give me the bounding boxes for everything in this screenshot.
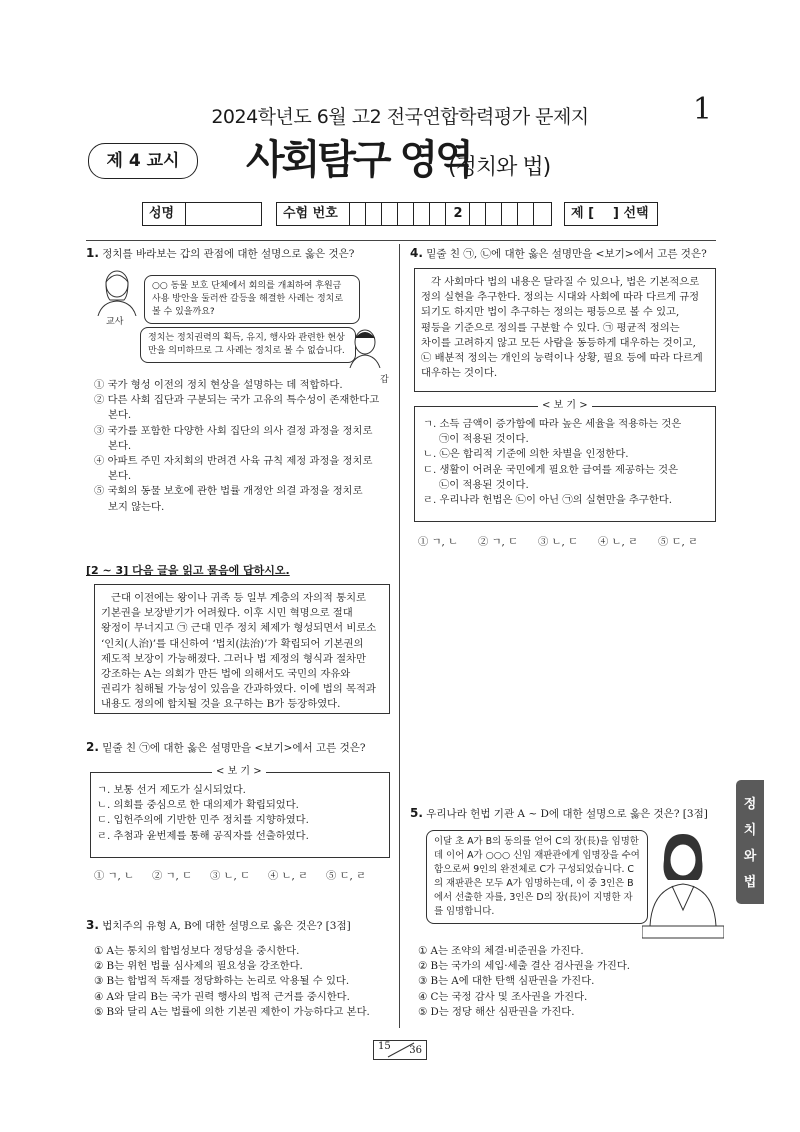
option-2[interactable]: ② 다른 사회 집단과 구분되는 국가 고유의 특수성이 존재한다고 xyxy=(94,394,380,407)
student-speech-bubble: 정치는 정치권력의 획득, 유지, 행사와 관련한 현상만을 의미하므로 그 사례는 정치로 볼 수 없습니다. xyxy=(140,327,356,363)
exam-number-cell xyxy=(485,203,500,225)
answer-1[interactable]: ① ㄱ, ㄴ xyxy=(418,536,459,548)
bogi-item-cont: ㉡이 적용된 것이다. xyxy=(439,478,529,491)
bogi-item: ㄱ. 보통 선거 제도가 실시되었다. xyxy=(97,784,246,796)
answer-2[interactable]: ② ㄱ, ㄷ xyxy=(152,870,193,882)
bogi-item: ㄹ. 우리나라 헌법은 ㉡이 아닌 ㉠의 실현만을 추구한다. xyxy=(423,494,672,507)
exam-number-cell xyxy=(429,203,444,225)
option-4[interactable]: ④ 아파트 주민 자치회의 반려견 사육 규칙 제정 과정을 정치로 xyxy=(94,455,373,468)
question-1-number: 1. xyxy=(86,246,99,260)
question-4-stem xyxy=(410,246,730,262)
option-1[interactable]: ① A는 통치의 합법성보다 정당성을 중시한다. xyxy=(94,945,300,957)
passage-box xyxy=(94,584,390,714)
question-3-stem xyxy=(86,918,396,934)
passage-heading: [2 ~ 3] 다음 글을 읽고 물음에 답하시오. xyxy=(86,564,290,577)
option-5[interactable]: ⑤ D는 정당 해산 심판권을 가진다. xyxy=(418,1005,575,1018)
answer-1[interactable]: ① ㄱ, ㄴ xyxy=(94,870,135,882)
question-1-stem-text: 정치를 바라보는 갑의 관점에 대한 설명으로 옳은 것은? xyxy=(102,248,355,260)
question-2-number: 2. xyxy=(86,740,99,754)
exam-number-cell xyxy=(501,203,516,225)
bogi-item: ㄷ. 입헌주의에 기반한 민주 정치를 지향하였다. xyxy=(97,814,309,827)
question-3-number: 3. xyxy=(86,918,99,932)
passage-line: 평등을 기준으로 정의를 구분할 수 있다. ㉠ 평균적 정의는 xyxy=(421,321,680,334)
name-field[interactable] xyxy=(142,202,262,226)
side-tab-char: 법 xyxy=(743,875,757,890)
option-1[interactable]: ① A는 조약의 체결·비준권을 가진다. xyxy=(418,945,584,957)
student-label: 갑 xyxy=(380,375,389,385)
exam-number-cell xyxy=(397,203,412,225)
subject-subtitle: (정치와 법) xyxy=(448,155,551,180)
select-prefix: 제 [ xyxy=(571,206,595,221)
name-label: 성명 xyxy=(143,203,186,225)
question-3-stem-text: 법치주의 유형 A, B에 대한 설명으로 옳은 것은? [3점] xyxy=(102,920,351,932)
answer-5[interactable]: ⑤ ㄷ, ㄹ xyxy=(326,870,367,882)
page-counter xyxy=(373,1040,427,1060)
subject-select-field[interactable] xyxy=(564,202,658,226)
bogi-item: ㄴ. 의회를 중심으로 한 대의제가 확립되었다. xyxy=(97,799,299,812)
question-4-bogi-box xyxy=(414,406,716,522)
option-3-cont: 본다. xyxy=(108,439,132,452)
side-tab-char: 와 xyxy=(743,849,757,864)
question-3-options xyxy=(94,944,394,1020)
bogi-item: ㄱ. 소득 금액이 증가함에 따라 높은 세율을 적용하는 것은 xyxy=(423,418,682,430)
exam-number-label: 수험 번호 xyxy=(283,206,338,221)
answer-4[interactable]: ④ ㄴ, ㄹ xyxy=(598,536,639,548)
bogi-item: ㄹ. 추첨과 윤번제를 통해 공직자를 선출하였다. xyxy=(97,829,309,842)
answer-3[interactable]: ③ ㄴ, ㄷ xyxy=(210,870,251,882)
teacher-label: 교사 xyxy=(106,317,124,327)
question-2-stem xyxy=(86,740,396,756)
question-4-bogi-label: < 보 기 > xyxy=(538,398,592,413)
question-1-options xyxy=(94,378,394,515)
option-4[interactable]: ④ C는 국정 감사 및 조사권을 가진다. xyxy=(418,990,588,1003)
header-rule xyxy=(86,240,716,241)
side-tab-char: 정 xyxy=(743,797,757,812)
passage-line: 내용도 정의에 합치될 것을 요구하는 B가 등장하였다. xyxy=(101,698,341,711)
question-2-bogi-label: < 보 기 > xyxy=(212,764,266,779)
option-4[interactable]: ④ A와 달리 B는 국가 권력 행사의 법적 근거를 중시한다. xyxy=(94,990,350,1003)
option-2[interactable]: ② B는 국가의 세입·세출 결산 검사권을 가진다. xyxy=(418,960,631,973)
passage-line: ‘인치(人治)’를 대신하여 ‘법치(法治)’가 확립되어 기본권의 xyxy=(101,637,364,650)
subject-side-tab xyxy=(736,780,764,904)
subject-title: 사회탐구 영역 xyxy=(246,137,471,183)
candidate-info-bar xyxy=(142,202,658,226)
question-5-stem xyxy=(410,806,730,822)
passage-line: 근대 이전에는 왕이나 귀족 등 일부 계층의 자의적 통치로 xyxy=(111,592,366,604)
teacher-illustration xyxy=(94,268,140,316)
option-3[interactable]: ③ B는 합법적 독재를 정당화하는 논리로 악용될 수 있다. xyxy=(94,975,350,988)
passage-line: 대우하는 것이다. xyxy=(421,367,498,380)
question-2-answers xyxy=(94,864,394,884)
passage-line: 기본권을 보장받기가 어려웠다. 이후 시민 혁명으로 절대 xyxy=(101,607,353,620)
question-4-stem-text: 밑줄 친 ㉠, ㉡에 대한 옳은 설명만을 <보기>에서 고른 것은? xyxy=(426,248,707,260)
exam-number-cell xyxy=(381,203,396,225)
passage-line: 제도적 보장이 가능해졌다. 그러나 법 제정의 형식과 절차만 xyxy=(101,652,366,665)
exam-number-cell xyxy=(349,203,364,225)
select-suffix: ] 선택 xyxy=(613,206,649,221)
exam-number-cell xyxy=(469,203,484,225)
option-5[interactable]: ⑤ 국회의 동물 보호에 관한 법률 개정안 의결 과정을 정치로 xyxy=(94,485,363,498)
page-current: 15 xyxy=(378,1041,391,1052)
question-4-number: 4. xyxy=(410,246,423,260)
answer-5[interactable]: ⑤ ㄷ, ㄹ xyxy=(658,536,699,548)
question-1-stem xyxy=(86,246,396,262)
exam-number-cell xyxy=(365,203,380,225)
option-3[interactable]: ③ 국가를 포함한 다양한 사회 집단의 의사 결정 과정을 정치로 xyxy=(94,424,373,437)
teacher-speech-bubble: ○○ 동물 보호 단체에서 회의를 개최하여 후원금 사용 방안을 둘러싼 갈등을 해결한 사례는 정치로 볼 수 있을까요? xyxy=(144,275,360,324)
exam-number-field[interactable] xyxy=(276,202,552,226)
answer-2[interactable]: ② ㄱ, ㄷ xyxy=(478,536,519,548)
exam-number-fixed-digit: 2 xyxy=(445,203,470,225)
exam-number-cell xyxy=(533,203,548,225)
exam-number-cell xyxy=(517,203,532,225)
question-5-options xyxy=(418,944,718,1020)
exam-number-cell xyxy=(413,203,428,225)
passage-line: ㉡ 배분적 정의는 개인의 능력이나 상황, 필요 등에 따라 다르게 xyxy=(421,352,703,365)
passage-line: 차이를 고려하지 않고 모든 사람을 동등하게 대우하는 것이고, xyxy=(421,336,696,349)
period-badge: 제 4 교시 xyxy=(88,143,198,179)
answer-4[interactable]: ④ ㄴ, ㄹ xyxy=(268,870,309,882)
passage-line: 강조하는 A는 의회가 만든 법에 의해서도 국민의 자유와 xyxy=(101,668,351,681)
news-anchor-speech-bubble: 이달 초 A가 B의 동의를 얻어 C의 장(長)을 임명한 데 이어 A가 ○○○ 신임 재판관에게 임명장을 수여함으로써 9인의 완전체로 C가 구성되었습니다. C의 재판관은 모두 A가 임명하는데, 이 중 3인은 B에서 선출한 자를, 3인은 D의 장(長)이 지명한 자를 임명합니다. xyxy=(426,830,648,924)
bogi-item-cont: ㉠이 적용된 것이다. xyxy=(439,433,529,446)
question-5-stem-text: 우리나라 헌법 기관 A ~ D에 대한 설명으로 옳은 것은? [3점] xyxy=(426,808,708,820)
option-5-cont: 보지 않는다. xyxy=(108,500,165,513)
news-anchor-illustration xyxy=(642,830,724,940)
passage-line: 권리가 침해될 가능성이 있음을 간과하였다. 이에 법의 목적과 xyxy=(101,683,376,696)
bogi-item: ㄴ. ㉡은 합리적 기준에 의한 차별을 인정한다. xyxy=(423,448,629,461)
student-illustration xyxy=(348,328,382,368)
option-5[interactable]: ⑤ B와 달리 A는 법률에 의한 기본권 제한이 가능하다고 본다. xyxy=(94,1005,370,1018)
option-2[interactable]: ② B는 위헌 법률 심사제의 필요성을 강조한다. xyxy=(94,960,303,973)
passage-line: 정의 실현을 추구한다. 정의는 시대와 사회에 따라 다르게 규정 xyxy=(421,291,700,304)
page-number: 1 xyxy=(692,92,712,127)
question-4-passage-box xyxy=(414,268,716,392)
option-1[interactable]: ① 국가 형성 이전의 정치 현상을 설명하는 데 적합하다. xyxy=(94,379,343,391)
page-total: 36 xyxy=(409,1045,422,1056)
question-5-number: 5. xyxy=(410,806,423,820)
exam-header-title: 2024학년도 6월 고2 전국연합학력평가 문제지 xyxy=(211,106,589,128)
passage-line: 되기도 하지만 법이 추구하는 정의는 평등으로 볼 수 있고, xyxy=(421,306,680,319)
passage-line: 각 사회마다 법의 내용은 달라질 수 있으나, 법은 기본적으로 xyxy=(431,276,700,288)
question-4-answers xyxy=(418,530,728,550)
column-divider xyxy=(399,244,400,1028)
bogi-item: ㄷ. 생활이 어려운 국민에게 필요한 급여를 제공하는 것은 xyxy=(423,463,678,476)
question-2-bogi-box xyxy=(90,772,390,858)
option-3[interactable]: ③ B는 A에 대한 탄핵 심판권을 가진다. xyxy=(418,975,595,988)
option-4-cont: 본다. xyxy=(108,470,132,483)
passage-line: 왕정이 무너지고 ㉠ 근대 민주 정치 체제가 형성되면서 비로소 xyxy=(101,622,377,635)
question-2-stem-text: 밑줄 친 ㉠에 대한 옳은 설명만을 <보기>에서 고른 것은? xyxy=(102,742,366,754)
side-tab-char: 치 xyxy=(743,823,757,838)
answer-3[interactable]: ③ ㄴ, ㄷ xyxy=(538,536,579,548)
option-2-cont: 본다. xyxy=(108,409,132,422)
